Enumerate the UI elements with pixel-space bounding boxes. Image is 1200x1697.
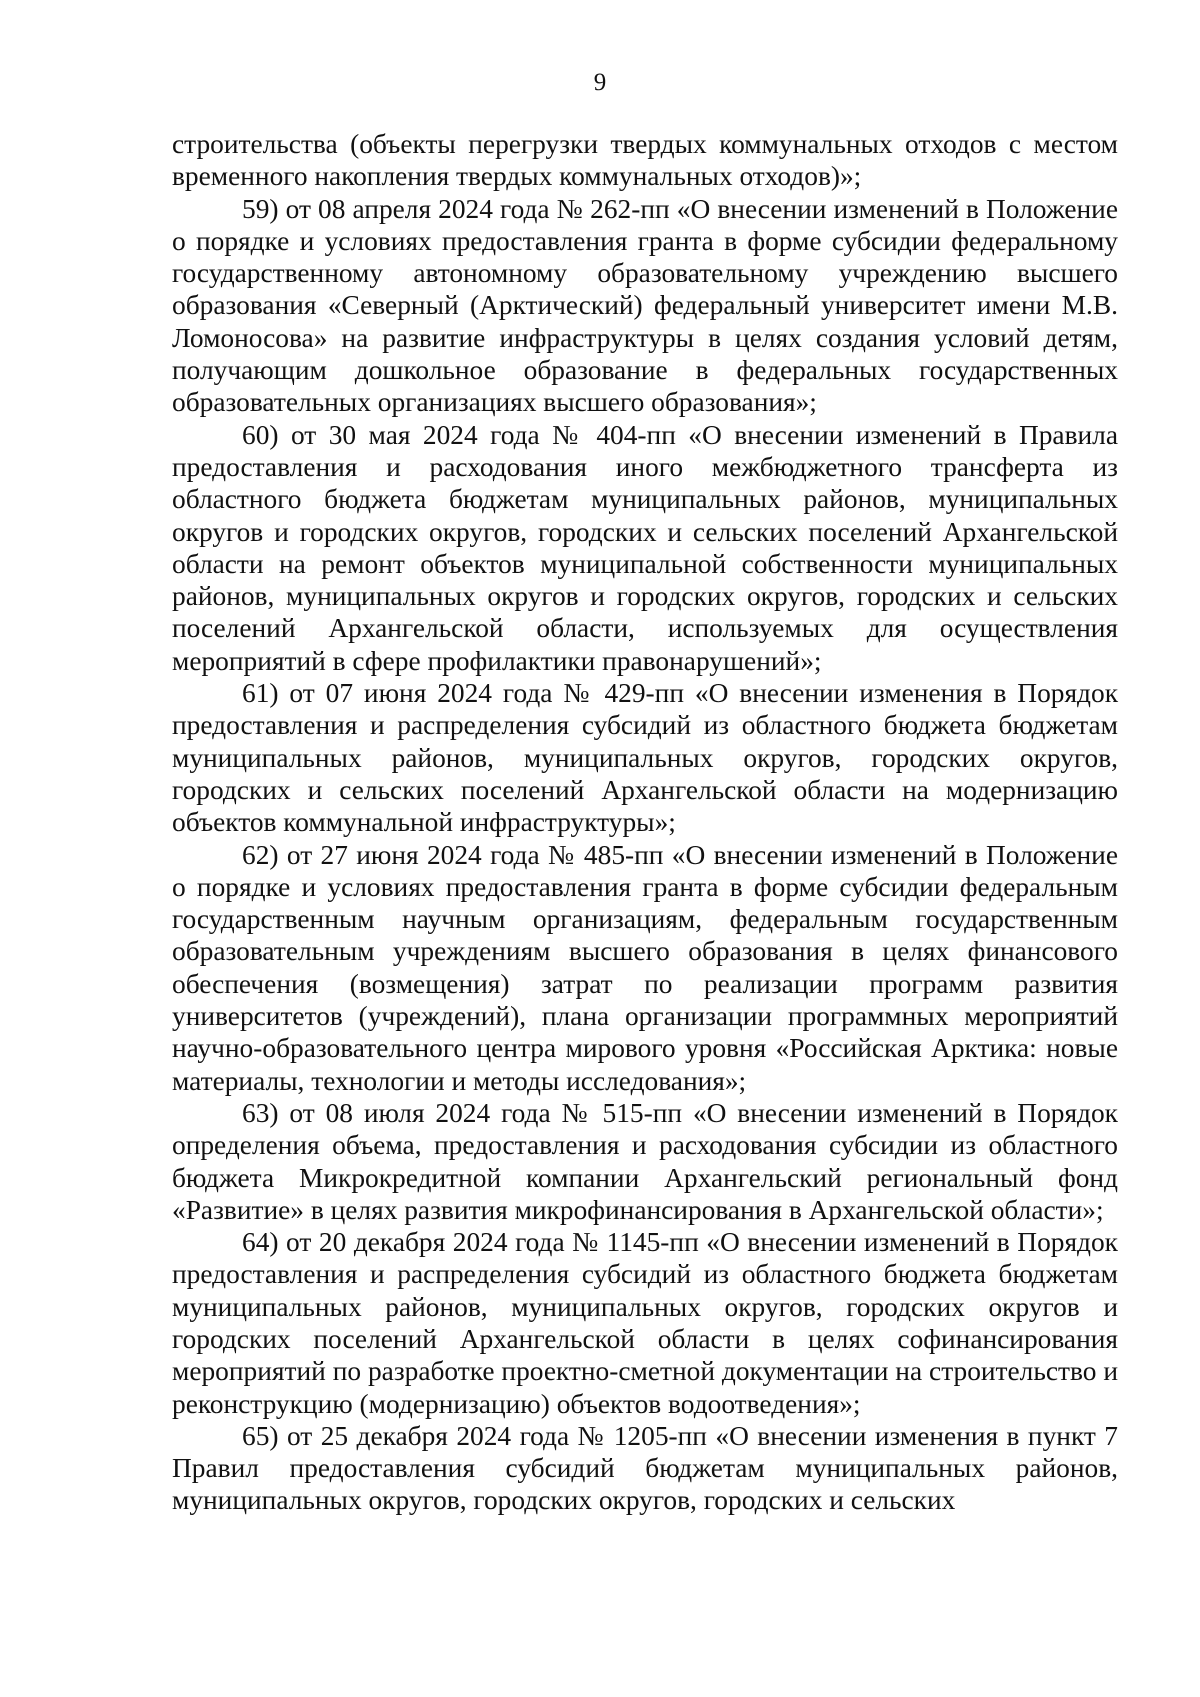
paragraph-continuation: строительства (объекты перегрузки твердых коммунальных отходов с местом временного накопления твердых коммунальных отходов)»; — [172, 129, 1118, 192]
page-number: 9 — [593, 69, 607, 96]
list-item-64: 64) от 20 декабря 2024 года № 1145-пп «О внесении изменений в Порядок предоставления и распределения субсидий из областного бюджета бюджетам муниципальных районов, муниципальных округов, городских округов и городских поселений Архангельской области в целях софинансирования мероприятий по разработке проектно-сметной документации на строительство и реконструкцию (модернизацию) объектов водоотведения»; — [172, 1227, 1118, 1419]
document-body — [172, 128, 1118, 1517]
list-item-63: 63) от 08 июля 2024 года № 515-пп «О внесении изменений в Порядок определения объема, предоставления и расходования субсидии из областного бюджета Микрокредитной компании Архангельский региональный фонд «Развитие» в целях развития микрофинансирования в Архангельской области»; — [172, 1097, 1118, 1225]
list-item-60: 60) от 30 мая 2024 года № 404-пп «О внесении изменений в Правила предоставления и расходования иного межбюджетного трансферта из областного бюджета бюджетам муниципальных районов, муниципальных округов и городских округов, городских и сельских поселений Архангельской области на ремонт объектов муниципальной собственности муниципальных районов, муниципальных округов и городских округов, городских и сельских поселений Архангельской области, используемых для осуществления мероприятий в сфере профилактики правонарушений»; — [172, 419, 1118, 676]
list-item-59: 59) от 08 апреля 2024 года № 262-пп «О внесении изменений в Положение о порядке и условиях предоставления гранта в форме субсидии федеральному государственному автономному образовательному учреждению высшего образования «Северный (Арктический) федеральный университет имени М.В. Ломоносова» на развитие инфраструктуры в целях создания условий детям, получающим дошкольное образование в федеральных государственных образовательных организациях высшего образования»; — [172, 193, 1118, 418]
list-item-61: 61) от 07 июня 2024 года № 429-пп «О внесении изменения в Порядок предоставления и распределения субсидий из областного бюджета бюджетам муниципальных районов, муниципальных округов, городских округов, городских и сельских поселений Архангельской области на модернизацию объектов коммунальной инфраструктуры»; — [172, 678, 1118, 838]
list-item-62: 62) от 27 июня 2024 года № 485-пп «О внесении изменений в Положение о порядке и условиях предоставления гранта в форме субсидии федеральным государственным научным организациям, федеральным государственным образовательным учреждениям высшего образования в целях финансового обеспечения (возмещения) затрат по реализации программ развития университетов (учреждений), плана организации программных мероприятий научно-образовательного центра мирового уровня «Российская Арктика: новые материалы, технологии и методы исследования»; — [172, 839, 1118, 1096]
list-item-65: 65) от 25 декабря 2024 года № 1205-пп «О внесении изменения в пункт 7 Правил предоставления субсидий бюджетам муниципальных районов, муниципальных округов, городских округов, городских и сельских — [172, 1420, 1118, 1516]
